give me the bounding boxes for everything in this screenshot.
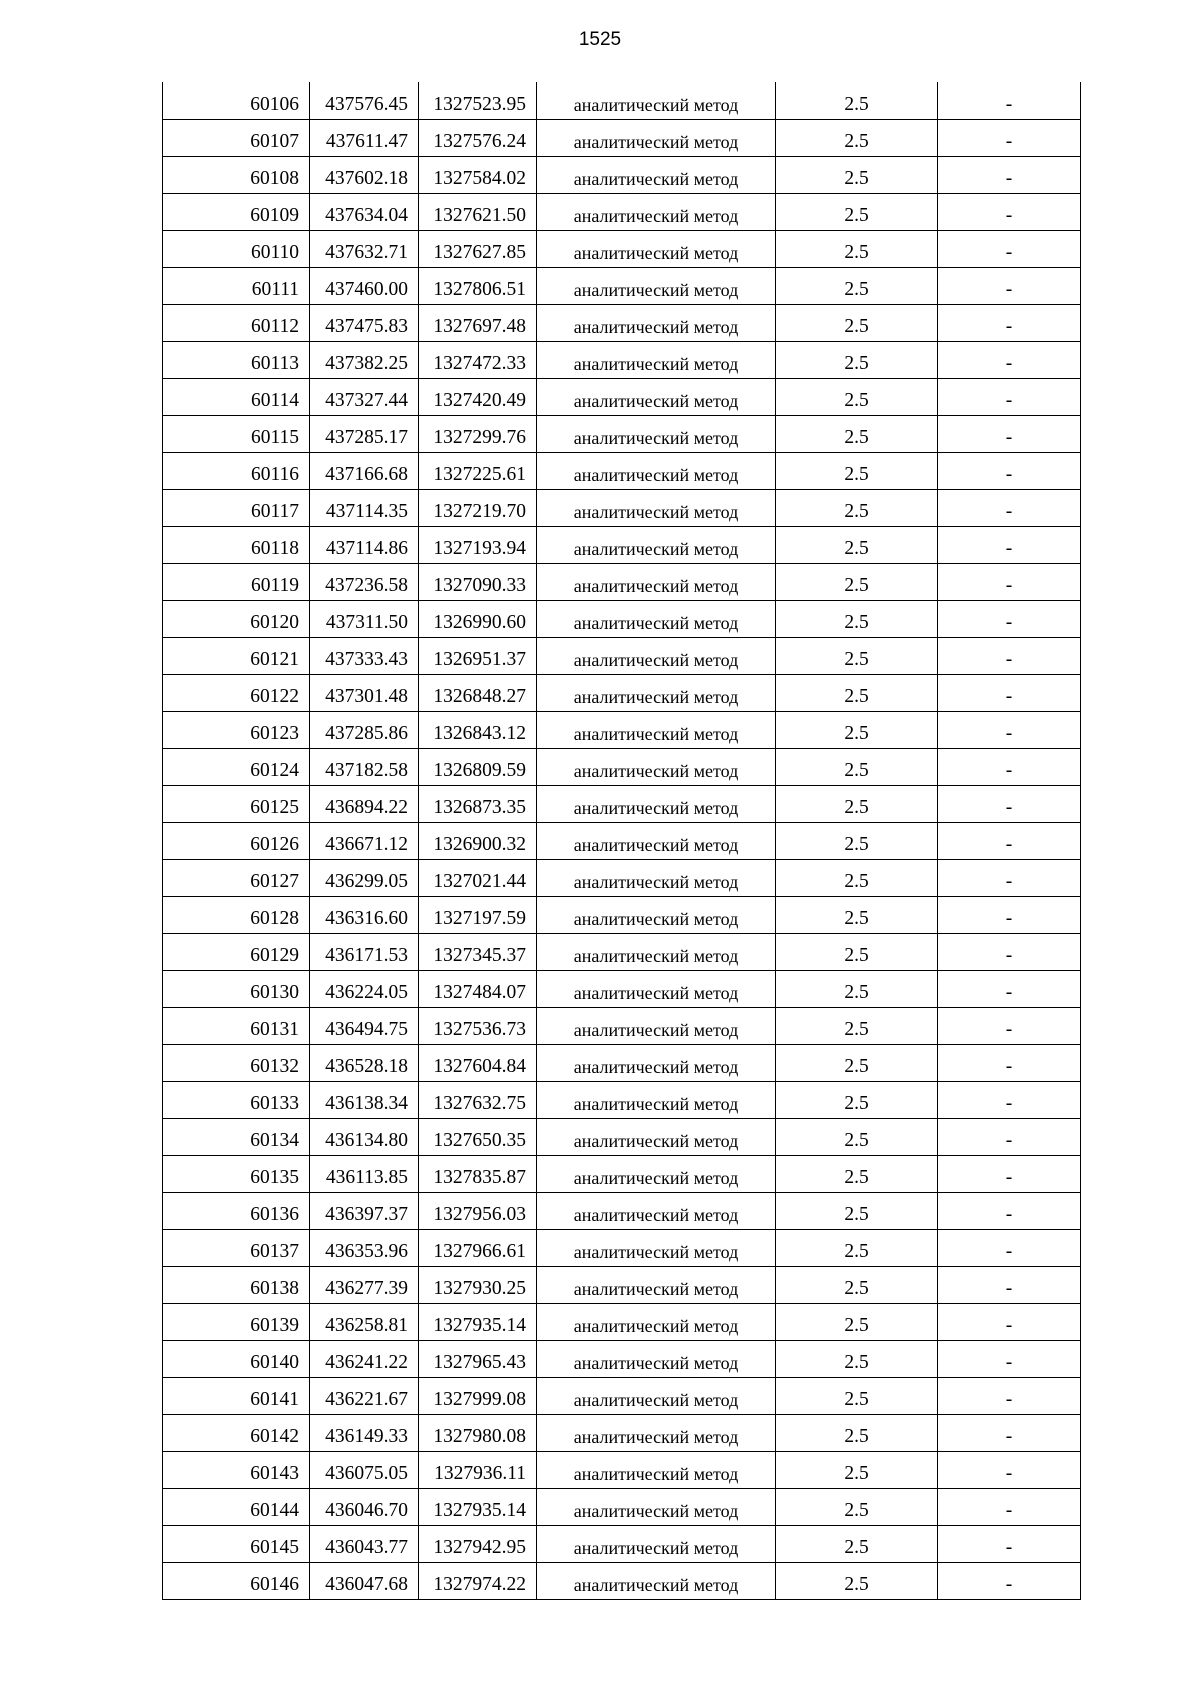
method-cell: аналитический метод bbox=[537, 230, 776, 267]
x-coordinate-cell: 436138.34 bbox=[310, 1081, 419, 1118]
method-cell: аналитический метод bbox=[537, 1229, 776, 1266]
y-coordinate-cell: 1327956.03 bbox=[419, 1192, 537, 1229]
method-cell: аналитический метод bbox=[537, 600, 776, 637]
table-row bbox=[163, 1340, 1081, 1377]
y-coordinate-cell: 1327193.94 bbox=[419, 526, 537, 563]
table-row bbox=[163, 1414, 1081, 1451]
method-cell: аналитический метод bbox=[537, 1488, 776, 1525]
note-cell: - bbox=[938, 378, 1081, 415]
note-cell: - bbox=[938, 563, 1081, 600]
note-cell: - bbox=[938, 82, 1081, 119]
x-coordinate-cell: 437327.44 bbox=[310, 378, 419, 415]
value-cell: 2.5 bbox=[776, 1488, 938, 1525]
value-cell: 2.5 bbox=[776, 1377, 938, 1414]
note-cell: - bbox=[938, 267, 1081, 304]
page-number: 1525 bbox=[578, 29, 622, 50]
table-row bbox=[163, 1377, 1081, 1414]
x-coordinate-cell: 436277.39 bbox=[310, 1266, 419, 1303]
table-row bbox=[163, 822, 1081, 859]
point-id-cell: 60141 bbox=[163, 1377, 310, 1414]
note-cell: - bbox=[938, 452, 1081, 489]
table-row bbox=[163, 785, 1081, 822]
value-cell: 2.5 bbox=[776, 822, 938, 859]
method-cell: аналитический метод bbox=[537, 1377, 776, 1414]
note-cell: - bbox=[938, 970, 1081, 1007]
y-coordinate-cell: 1327806.51 bbox=[419, 267, 537, 304]
value-cell: 2.5 bbox=[776, 1007, 938, 1044]
value-cell: 2.5 bbox=[776, 378, 938, 415]
note-cell: - bbox=[938, 1525, 1081, 1562]
method-cell: аналитический метод bbox=[537, 711, 776, 748]
method-cell: аналитический метод bbox=[537, 156, 776, 193]
value-cell: 2.5 bbox=[776, 119, 938, 156]
point-id-cell: 60112 bbox=[163, 304, 310, 341]
x-coordinate-cell: 437602.18 bbox=[310, 156, 419, 193]
note-cell: - bbox=[938, 119, 1081, 156]
method-cell: аналитический метод bbox=[537, 341, 776, 378]
note-cell: - bbox=[938, 1081, 1081, 1118]
table-row bbox=[163, 1155, 1081, 1192]
point-id-cell: 60135 bbox=[163, 1155, 310, 1192]
note-cell: - bbox=[938, 637, 1081, 674]
point-id-cell: 60115 bbox=[163, 415, 310, 452]
x-coordinate-cell: 436299.05 bbox=[310, 859, 419, 896]
method-cell: аналитический метод bbox=[537, 859, 776, 896]
value-cell: 2.5 bbox=[776, 1451, 938, 1488]
y-coordinate-cell: 1327219.70 bbox=[419, 489, 537, 526]
x-coordinate-cell: 436316.60 bbox=[310, 896, 419, 933]
value-cell: 2.5 bbox=[776, 859, 938, 896]
method-cell: аналитический метод bbox=[537, 1044, 776, 1081]
note-cell: - bbox=[938, 711, 1081, 748]
value-cell: 2.5 bbox=[776, 82, 938, 119]
x-coordinate-cell: 436046.70 bbox=[310, 1488, 419, 1525]
value-cell: 2.5 bbox=[776, 452, 938, 489]
y-coordinate-cell: 1327935.14 bbox=[419, 1488, 537, 1525]
x-coordinate-cell: 436171.53 bbox=[310, 933, 419, 970]
note-cell: - bbox=[938, 489, 1081, 526]
point-id-cell: 60108 bbox=[163, 156, 310, 193]
value-cell: 2.5 bbox=[776, 156, 938, 193]
point-id-cell: 60142 bbox=[163, 1414, 310, 1451]
table-row bbox=[163, 933, 1081, 970]
method-cell: аналитический метод bbox=[537, 119, 776, 156]
value-cell: 2.5 bbox=[776, 711, 938, 748]
note-cell: - bbox=[938, 1155, 1081, 1192]
table-row bbox=[163, 267, 1081, 304]
point-id-cell: 60126 bbox=[163, 822, 310, 859]
note-cell: - bbox=[938, 1192, 1081, 1229]
table-row bbox=[163, 1451, 1081, 1488]
point-id-cell: 60111 bbox=[163, 267, 310, 304]
value-cell: 2.5 bbox=[776, 1340, 938, 1377]
table-row bbox=[163, 82, 1081, 119]
note-cell: - bbox=[938, 1303, 1081, 1340]
table-row bbox=[163, 859, 1081, 896]
y-coordinate-cell: 1327930.25 bbox=[419, 1266, 537, 1303]
method-cell: аналитический метод bbox=[537, 1118, 776, 1155]
value-cell: 2.5 bbox=[776, 1118, 938, 1155]
y-coordinate-cell: 1327980.08 bbox=[419, 1414, 537, 1451]
note-cell: - bbox=[938, 193, 1081, 230]
note-cell: - bbox=[938, 822, 1081, 859]
point-id-cell: 60144 bbox=[163, 1488, 310, 1525]
table-row bbox=[163, 748, 1081, 785]
method-cell: аналитический метод bbox=[537, 674, 776, 711]
point-id-cell: 60145 bbox=[163, 1525, 310, 1562]
table-row bbox=[163, 193, 1081, 230]
note-cell: - bbox=[938, 1377, 1081, 1414]
note-cell: - bbox=[938, 748, 1081, 785]
y-coordinate-cell: 1327966.61 bbox=[419, 1229, 537, 1266]
note-cell: - bbox=[938, 526, 1081, 563]
method-cell: аналитический метод bbox=[537, 82, 776, 119]
method-cell: аналитический метод bbox=[537, 785, 776, 822]
note-cell: - bbox=[938, 156, 1081, 193]
table-row bbox=[163, 452, 1081, 489]
note-cell: - bbox=[938, 1007, 1081, 1044]
table-row bbox=[163, 1488, 1081, 1525]
x-coordinate-cell: 436397.37 bbox=[310, 1192, 419, 1229]
method-cell: аналитический метод bbox=[537, 1155, 776, 1192]
value-cell: 2.5 bbox=[776, 785, 938, 822]
value-cell: 2.5 bbox=[776, 1414, 938, 1451]
y-coordinate-cell: 1327965.43 bbox=[419, 1340, 537, 1377]
method-cell: аналитический метод bbox=[537, 452, 776, 489]
y-coordinate-cell: 1327697.48 bbox=[419, 304, 537, 341]
y-coordinate-cell: 1327021.44 bbox=[419, 859, 537, 896]
table-row bbox=[163, 1303, 1081, 1340]
table-row bbox=[163, 896, 1081, 933]
note-cell: - bbox=[938, 1229, 1081, 1266]
x-coordinate-cell: 437333.43 bbox=[310, 637, 419, 674]
y-coordinate-cell: 1327604.84 bbox=[419, 1044, 537, 1081]
table-row bbox=[163, 1266, 1081, 1303]
note-cell: - bbox=[938, 1451, 1081, 1488]
value-cell: 2.5 bbox=[776, 1229, 938, 1266]
x-coordinate-cell: 436671.12 bbox=[310, 822, 419, 859]
y-coordinate-cell: 1327536.73 bbox=[419, 1007, 537, 1044]
point-id-cell: 60131 bbox=[163, 1007, 310, 1044]
value-cell: 2.5 bbox=[776, 341, 938, 378]
x-coordinate-cell: 436894.22 bbox=[310, 785, 419, 822]
x-coordinate-cell: 436075.05 bbox=[310, 1451, 419, 1488]
y-coordinate-cell: 1327576.24 bbox=[419, 119, 537, 156]
method-cell: аналитический метод bbox=[537, 193, 776, 230]
note-cell: - bbox=[938, 1266, 1081, 1303]
x-coordinate-cell: 437166.68 bbox=[310, 452, 419, 489]
note-cell: - bbox=[938, 1118, 1081, 1155]
x-coordinate-cell: 437114.86 bbox=[310, 526, 419, 563]
coordinates-table-container bbox=[162, 82, 1081, 1600]
point-id-cell: 60107 bbox=[163, 119, 310, 156]
table-row bbox=[163, 304, 1081, 341]
x-coordinate-cell: 437475.83 bbox=[310, 304, 419, 341]
x-coordinate-cell: 436113.85 bbox=[310, 1155, 419, 1192]
point-id-cell: 60137 bbox=[163, 1229, 310, 1266]
table-row bbox=[163, 156, 1081, 193]
value-cell: 2.5 bbox=[776, 748, 938, 785]
x-coordinate-cell: 436494.75 bbox=[310, 1007, 419, 1044]
y-coordinate-cell: 1327632.75 bbox=[419, 1081, 537, 1118]
method-cell: аналитический метод bbox=[537, 1451, 776, 1488]
coordinates-table bbox=[162, 82, 1081, 1600]
method-cell: аналитический метод bbox=[537, 748, 776, 785]
x-coordinate-cell: 437311.50 bbox=[310, 600, 419, 637]
y-coordinate-cell: 1327090.33 bbox=[419, 563, 537, 600]
value-cell: 2.5 bbox=[776, 563, 938, 600]
x-coordinate-cell: 437382.25 bbox=[310, 341, 419, 378]
y-coordinate-cell: 1326951.37 bbox=[419, 637, 537, 674]
table-row bbox=[163, 489, 1081, 526]
point-id-cell: 60140 bbox=[163, 1340, 310, 1377]
method-cell: аналитический метод bbox=[537, 1562, 776, 1599]
table-row bbox=[163, 637, 1081, 674]
value-cell: 2.5 bbox=[776, 970, 938, 1007]
y-coordinate-cell: 1326809.59 bbox=[419, 748, 537, 785]
x-coordinate-cell: 437632.71 bbox=[310, 230, 419, 267]
y-coordinate-cell: 1326873.35 bbox=[419, 785, 537, 822]
table-body bbox=[163, 82, 1081, 1599]
y-coordinate-cell: 1327936.11 bbox=[419, 1451, 537, 1488]
y-coordinate-cell: 1327835.87 bbox=[419, 1155, 537, 1192]
note-cell: - bbox=[938, 896, 1081, 933]
value-cell: 2.5 bbox=[776, 415, 938, 452]
point-id-cell: 60118 bbox=[163, 526, 310, 563]
method-cell: аналитический метод bbox=[537, 1340, 776, 1377]
method-cell: аналитический метод bbox=[537, 1081, 776, 1118]
y-coordinate-cell: 1327420.49 bbox=[419, 378, 537, 415]
value-cell: 2.5 bbox=[776, 933, 938, 970]
point-id-cell: 60134 bbox=[163, 1118, 310, 1155]
point-id-cell: 60124 bbox=[163, 748, 310, 785]
method-cell: аналитический метод bbox=[537, 267, 776, 304]
y-coordinate-cell: 1327584.02 bbox=[419, 156, 537, 193]
y-coordinate-cell: 1327299.76 bbox=[419, 415, 537, 452]
point-id-cell: 60132 bbox=[163, 1044, 310, 1081]
table-row bbox=[163, 970, 1081, 1007]
note-cell: - bbox=[938, 1414, 1081, 1451]
y-coordinate-cell: 1327942.95 bbox=[419, 1525, 537, 1562]
value-cell: 2.5 bbox=[776, 896, 938, 933]
note-cell: - bbox=[938, 600, 1081, 637]
point-id-cell: 60109 bbox=[163, 193, 310, 230]
y-coordinate-cell: 1327974.22 bbox=[419, 1562, 537, 1599]
point-id-cell: 60114 bbox=[163, 378, 310, 415]
value-cell: 2.5 bbox=[776, 674, 938, 711]
x-coordinate-cell: 436224.05 bbox=[310, 970, 419, 1007]
point-id-cell: 60136 bbox=[163, 1192, 310, 1229]
x-coordinate-cell: 436528.18 bbox=[310, 1044, 419, 1081]
value-cell: 2.5 bbox=[776, 1525, 938, 1562]
point-id-cell: 60133 bbox=[163, 1081, 310, 1118]
point-id-cell: 60143 bbox=[163, 1451, 310, 1488]
value-cell: 2.5 bbox=[776, 1081, 938, 1118]
point-id-cell: 60139 bbox=[163, 1303, 310, 1340]
value-cell: 2.5 bbox=[776, 1044, 938, 1081]
value-cell: 2.5 bbox=[776, 1155, 938, 1192]
point-id-cell: 60106 bbox=[163, 82, 310, 119]
value-cell: 2.5 bbox=[776, 637, 938, 674]
y-coordinate-cell: 1327225.61 bbox=[419, 452, 537, 489]
point-id-cell: 60117 bbox=[163, 489, 310, 526]
x-coordinate-cell: 436047.68 bbox=[310, 1562, 419, 1599]
method-cell: аналитический метод bbox=[537, 896, 776, 933]
value-cell: 2.5 bbox=[776, 1192, 938, 1229]
y-coordinate-cell: 1327197.59 bbox=[419, 896, 537, 933]
table-row bbox=[163, 378, 1081, 415]
y-coordinate-cell: 1327935.14 bbox=[419, 1303, 537, 1340]
x-coordinate-cell: 437460.00 bbox=[310, 267, 419, 304]
x-coordinate-cell: 436258.81 bbox=[310, 1303, 419, 1340]
value-cell: 2.5 bbox=[776, 267, 938, 304]
value-cell: 2.5 bbox=[776, 526, 938, 563]
table-row bbox=[163, 1081, 1081, 1118]
y-coordinate-cell: 1327621.50 bbox=[419, 193, 537, 230]
point-id-cell: 60123 bbox=[163, 711, 310, 748]
x-coordinate-cell: 437182.58 bbox=[310, 748, 419, 785]
note-cell: - bbox=[938, 1562, 1081, 1599]
point-id-cell: 60138 bbox=[163, 1266, 310, 1303]
method-cell: аналитический метод bbox=[537, 970, 776, 1007]
table-row bbox=[163, 1044, 1081, 1081]
value-cell: 2.5 bbox=[776, 600, 938, 637]
method-cell: аналитический метод bbox=[537, 637, 776, 674]
table-row bbox=[163, 1192, 1081, 1229]
note-cell: - bbox=[938, 859, 1081, 896]
x-coordinate-cell: 436353.96 bbox=[310, 1229, 419, 1266]
table-row bbox=[163, 1007, 1081, 1044]
value-cell: 2.5 bbox=[776, 193, 938, 230]
point-id-cell: 60125 bbox=[163, 785, 310, 822]
y-coordinate-cell: 1326848.27 bbox=[419, 674, 537, 711]
y-coordinate-cell: 1326843.12 bbox=[419, 711, 537, 748]
point-id-cell: 60116 bbox=[163, 452, 310, 489]
point-id-cell: 60128 bbox=[163, 896, 310, 933]
x-coordinate-cell: 436241.22 bbox=[310, 1340, 419, 1377]
method-cell: аналитический метод bbox=[537, 526, 776, 563]
method-cell: аналитический метод bbox=[537, 1525, 776, 1562]
method-cell: аналитический метод bbox=[537, 415, 776, 452]
y-coordinate-cell: 1327523.95 bbox=[419, 82, 537, 119]
x-coordinate-cell: 437634.04 bbox=[310, 193, 419, 230]
note-cell: - bbox=[938, 415, 1081, 452]
x-coordinate-cell: 437285.17 bbox=[310, 415, 419, 452]
table-row bbox=[163, 600, 1081, 637]
y-coordinate-cell: 1326900.32 bbox=[419, 822, 537, 859]
value-cell: 2.5 bbox=[776, 304, 938, 341]
method-cell: аналитический метод bbox=[537, 1007, 776, 1044]
table-row bbox=[163, 119, 1081, 156]
x-coordinate-cell: 436134.80 bbox=[310, 1118, 419, 1155]
y-coordinate-cell: 1327650.35 bbox=[419, 1118, 537, 1155]
value-cell: 2.5 bbox=[776, 1266, 938, 1303]
point-id-cell: 60130 bbox=[163, 970, 310, 1007]
note-cell: - bbox=[938, 1340, 1081, 1377]
table-row bbox=[163, 526, 1081, 563]
x-coordinate-cell: 436221.67 bbox=[310, 1377, 419, 1414]
note-cell: - bbox=[938, 785, 1081, 822]
method-cell: аналитический метод bbox=[537, 822, 776, 859]
table-row bbox=[163, 563, 1081, 600]
x-coordinate-cell: 436043.77 bbox=[310, 1525, 419, 1562]
note-cell: - bbox=[938, 674, 1081, 711]
value-cell: 2.5 bbox=[776, 1303, 938, 1340]
y-coordinate-cell: 1326990.60 bbox=[419, 600, 537, 637]
method-cell: аналитический метод bbox=[537, 378, 776, 415]
y-coordinate-cell: 1327345.37 bbox=[419, 933, 537, 970]
point-id-cell: 60121 bbox=[163, 637, 310, 674]
table-row bbox=[163, 711, 1081, 748]
y-coordinate-cell: 1327627.85 bbox=[419, 230, 537, 267]
table-row bbox=[163, 674, 1081, 711]
method-cell: аналитический метод bbox=[537, 1303, 776, 1340]
note-cell: - bbox=[938, 1488, 1081, 1525]
x-coordinate-cell: 437236.58 bbox=[310, 563, 419, 600]
x-coordinate-cell: 437611.47 bbox=[310, 119, 419, 156]
value-cell: 2.5 bbox=[776, 1562, 938, 1599]
method-cell: аналитический метод bbox=[537, 304, 776, 341]
method-cell: аналитический метод bbox=[537, 489, 776, 526]
table-row bbox=[163, 1118, 1081, 1155]
x-coordinate-cell: 437114.35 bbox=[310, 489, 419, 526]
note-cell: - bbox=[938, 341, 1081, 378]
table-row bbox=[163, 230, 1081, 267]
table-row bbox=[163, 1525, 1081, 1562]
point-id-cell: 60110 bbox=[163, 230, 310, 267]
x-coordinate-cell: 437576.45 bbox=[310, 82, 419, 119]
point-id-cell: 60129 bbox=[163, 933, 310, 970]
method-cell: аналитический метод bbox=[537, 563, 776, 600]
note-cell: - bbox=[938, 1044, 1081, 1081]
table-row bbox=[163, 341, 1081, 378]
method-cell: аналитический метод bbox=[537, 1192, 776, 1229]
x-coordinate-cell: 437301.48 bbox=[310, 674, 419, 711]
method-cell: аналитический метод bbox=[537, 1414, 776, 1451]
note-cell: - bbox=[938, 304, 1081, 341]
method-cell: аналитический метод bbox=[537, 933, 776, 970]
point-id-cell: 60122 bbox=[163, 674, 310, 711]
note-cell: - bbox=[938, 933, 1081, 970]
table-row bbox=[163, 1229, 1081, 1266]
point-id-cell: 60127 bbox=[163, 859, 310, 896]
value-cell: 2.5 bbox=[776, 489, 938, 526]
table-row bbox=[163, 415, 1081, 452]
note-cell: - bbox=[938, 230, 1081, 267]
method-cell: аналитический метод bbox=[537, 1266, 776, 1303]
point-id-cell: 60113 bbox=[163, 341, 310, 378]
y-coordinate-cell: 1327484.07 bbox=[419, 970, 537, 1007]
y-coordinate-cell: 1327999.08 bbox=[419, 1377, 537, 1414]
point-id-cell: 60120 bbox=[163, 600, 310, 637]
y-coordinate-cell: 1327472.33 bbox=[419, 341, 537, 378]
point-id-cell: 60119 bbox=[163, 563, 310, 600]
table-row bbox=[163, 1562, 1081, 1599]
value-cell: 2.5 bbox=[776, 230, 938, 267]
x-coordinate-cell: 436149.33 bbox=[310, 1414, 419, 1451]
point-id-cell: 60146 bbox=[163, 1562, 310, 1599]
x-coordinate-cell: 437285.86 bbox=[310, 711, 419, 748]
